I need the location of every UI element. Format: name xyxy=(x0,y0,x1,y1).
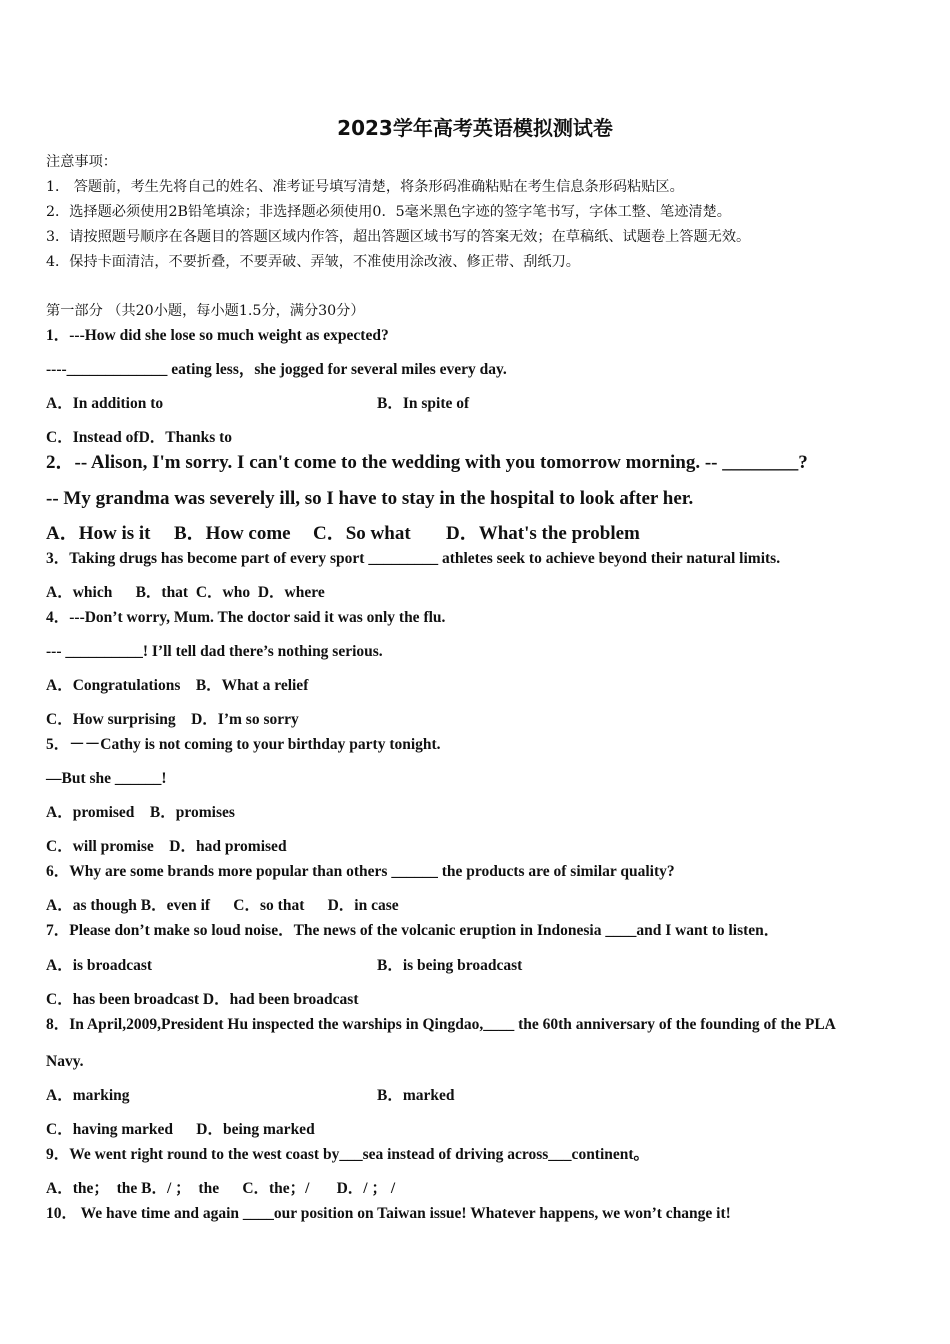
question-9-options: A．the； the B．/ ； the C．the；/ D．/ ； / xyxy=(46,1180,396,1197)
question-1-option-a: A．In addition to xyxy=(46,395,164,412)
question-4-options-ab: A．Congratulations B．What a relief xyxy=(46,677,309,694)
question-2-option-c: C．So what xyxy=(313,523,411,544)
question-3-stem: 3．Taking drugs has become part of every sport _________ athletes seek to achieve beyond their natural limits. xyxy=(46,550,781,567)
notice-item-2: 2．选择题必须使用2B铅笔填涂；非选择题必须使用0．5毫米黑色字迹的签字笔书写，字体工整、笔迹清楚。 xyxy=(46,204,731,220)
question-4-stem: 4．---Don’t worry, Mum. The doctor said it was only the flu. xyxy=(46,609,446,626)
notice-heading: 注意事项： xyxy=(46,154,117,170)
question-7-options-cd: C．has been broadcast D．had been broadcast xyxy=(46,991,359,1008)
question-1-option-b: B．In spite of xyxy=(377,395,470,412)
question-9-stem: 9．We went right round to the west coast by___sea instead of driving across___continent。 xyxy=(46,1146,650,1163)
question-5-line2: —But she ______! xyxy=(46,770,167,787)
question-8-options-cd: C．having marked D．being marked xyxy=(46,1121,315,1138)
question-2-option-a: A．How is it xyxy=(46,523,151,544)
question-5-stem: 5．－－Cathy is not coming to your birthday party tonight. xyxy=(46,736,441,753)
question-1-line2: ----_____________ eating less，she jogged for several miles every day. xyxy=(46,361,507,378)
question-8-stem: 8．In April,2009,President Hu inspected the warships in Qingdao,____ the 60th anniversary of the founding of the PLA xyxy=(46,1016,836,1033)
question-1-stem: 1．---How did she lose so much weight as expected? xyxy=(46,327,389,344)
question-10-stem: 10． We have time and again ____our position on Taiwan issue! Whatever happens, we won’t change it! xyxy=(46,1205,731,1222)
question-2-option-b: B．How come xyxy=(174,523,291,544)
question-2-stem: 2．-- Alison, I'm sorry. I can't come to the wedding with you tomorrow morning. -- ________? xyxy=(46,452,808,473)
question-7-option-b: B．is being broadcast xyxy=(377,957,523,974)
question-4-line2: --- __________! I’ll tell dad there’s nothing serious. xyxy=(46,643,383,660)
question-1-options-cd: C．Instead ofD．Thanks to xyxy=(46,429,233,446)
notice-item-3: 3．请按照题号顺序在各题目的答题区域内作答，超出答题区域书写的答案无效；在草稿纸、试题卷上答题无效。 xyxy=(46,229,751,245)
notice-item-4: 4．保持卡面清洁，不要折叠，不要弄破、弄皱，不准使用涂改液、修正带、刮纸刀。 xyxy=(46,254,580,270)
question-8-line2: Navy. xyxy=(46,1053,84,1070)
question-5-options-ab: A．promised B．promises xyxy=(46,804,235,821)
question-2-line2: -- My grandma was severely ill, so I have to stay in the hospital to look after her. xyxy=(46,488,694,509)
section-heading: 第一部分 （共20小题，每小题1.5分，满分30分） xyxy=(46,303,365,319)
notice-item-1: 1． 答题前，考生先将自己的姓名、准考证号填写清楚，将条形码准确粘贴在考生信息条形码粘贴区。 xyxy=(46,179,684,195)
question-6-options: A．as though B．even if C．so that D．in case xyxy=(46,897,399,914)
question-8-option-a: A．marking xyxy=(46,1087,130,1104)
question-4-options-cd: C．How surprising D．I’m so sorry xyxy=(46,711,299,728)
question-7-option-a: A．is broadcast xyxy=(46,957,153,974)
question-6-stem: 6．Why are some brands more popular than others ______ the products are of similar quality? xyxy=(46,863,675,880)
page-title: 2023学年高考英语模拟测试卷 xyxy=(337,116,613,140)
question-8-option-b: B．marked xyxy=(377,1087,455,1104)
question-3-options: A．which B．that C．who D．where xyxy=(46,584,325,601)
question-2-option-d: D．What's the problem xyxy=(446,523,640,544)
question-7-stem: 7．Please don’t make so loud noise．The news of the volcanic eruption in Indonesia ____and I want to listen． xyxy=(46,922,780,939)
question-5-options-cd: C．will promise D．had promised xyxy=(46,838,287,855)
